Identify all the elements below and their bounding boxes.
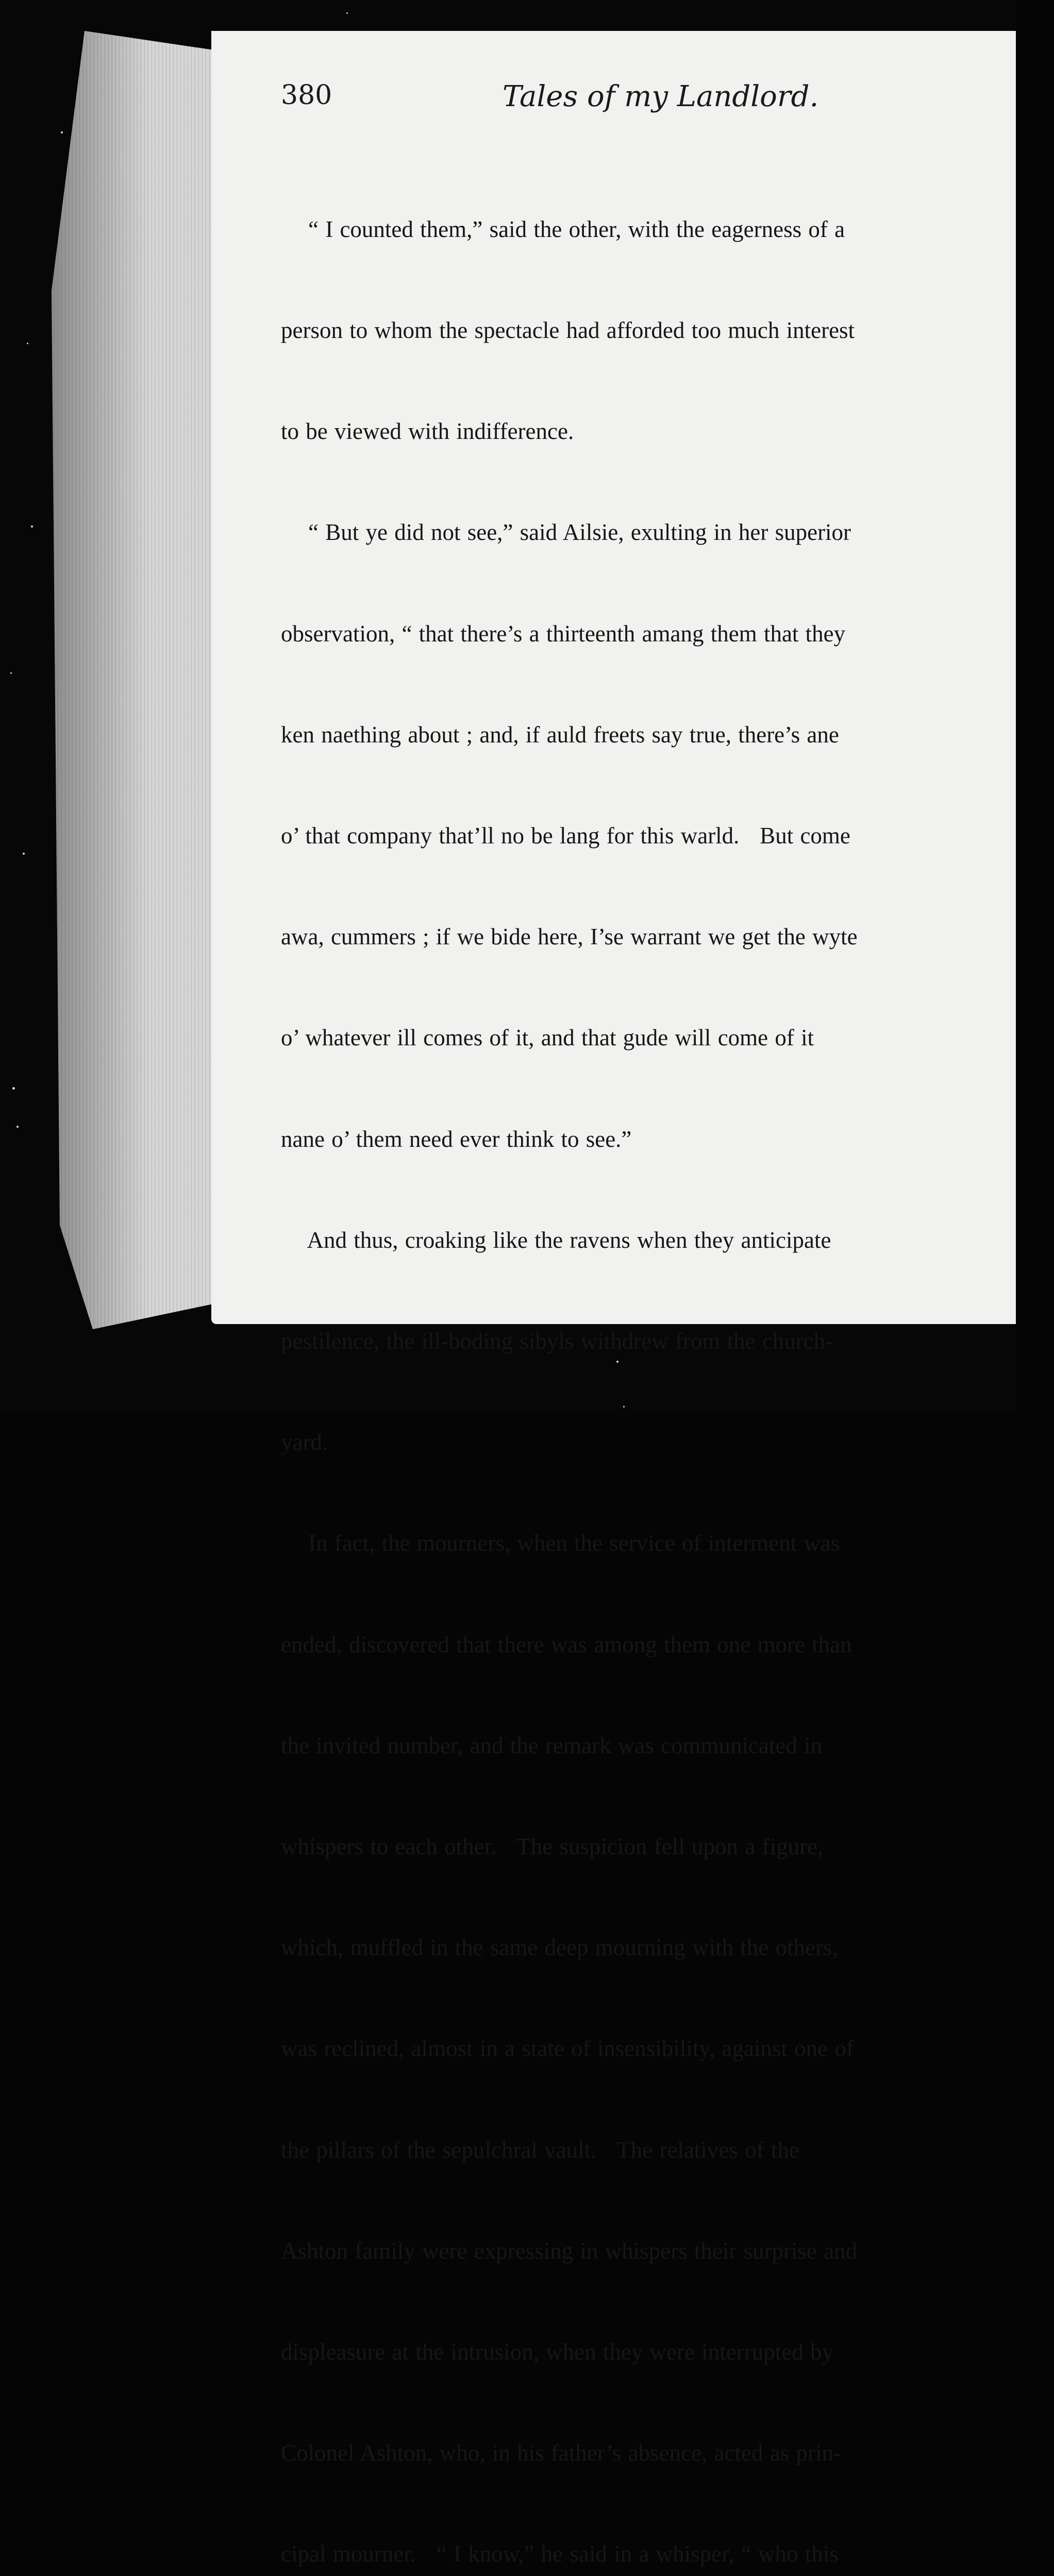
dust-speck	[10, 672, 12, 674]
text-line: In fact, the mourners, when the service of interment was	[281, 1530, 840, 1556]
text-line: “ I counted them,” said the other, with the eagerness of a	[281, 216, 845, 242]
text-line: Ashton family were expressing in whispers their surprise and	[281, 2238, 858, 2264]
text-line: was reclined, almost in a state of insensibility, against one of	[281, 2036, 854, 2062]
dust-speck	[12, 1087, 15, 1090]
dust-speck	[61, 131, 63, 133]
page-header	[281, 80, 1002, 126]
dust-speck	[346, 12, 348, 14]
text-line: the pillars of the sepulchral vault. The relatives of the	[281, 2137, 799, 2163]
text-line: person to whom the spectacle had afforded too much interest	[281, 317, 855, 344]
dust-speck	[27, 343, 28, 344]
text-line: which, muffled in the same deep mourning with the others,	[281, 1935, 838, 1961]
body-text	[281, 145, 1054, 2576]
text-line: ended, discovered that there was among them one more than	[281, 1631, 852, 1657]
text-line: the invited number, and the remark was communicated in	[281, 1732, 823, 1758]
text-line: awa, cummers ; if we bide here, I’se warrant we get the wyte	[281, 924, 858, 950]
page-number: 380	[281, 80, 332, 111]
book-page	[211, 31, 1016, 2567]
text-line: whispers to each other. The suspicion fell upon a figure,	[281, 1834, 824, 1860]
dust-speck	[23, 853, 25, 855]
text-line: cipal mourner. “ I know,” he said in a whisper, “ who this	[281, 2541, 839, 2567]
text-line: observation, “ that there’s a thirteenth amang them that they	[281, 620, 846, 647]
text-line: pestilence, the ill-boding sibyls withdrew from the church-	[281, 1328, 833, 1354]
text-line: o’ whatever ill comes of it, and that gude will come of it	[281, 1025, 814, 1051]
text-line: nane o’ them need ever think to see.”	[281, 1126, 632, 1152]
text-line: And thus, croaking like the ravens when they anticipate	[281, 1227, 831, 1253]
text-line: ken naething about ; and, if auld freets say true, there’s ane	[281, 721, 839, 748]
dust-speck	[31, 526, 33, 528]
text-line: o’ that company that’ll no be lang for this warld. But come	[281, 823, 850, 849]
dust-speck	[16, 1126, 19, 1128]
text-line: Colonel Ashton, who, in his father’s absence, acted as prin-	[281, 2440, 841, 2466]
text-line: to be viewed with indifference.	[281, 418, 574, 445]
page-stack-shadow	[52, 31, 216, 1329]
text-line: displeasure at the intrusion, when they were interrupted by	[281, 2339, 833, 2365]
text-line: “ But ye did not see,” said Ailsie, exulting in her superior	[281, 519, 851, 546]
text-line: yard.	[281, 1429, 328, 1455]
running-title: Tales of my Landlord.	[503, 80, 819, 113]
